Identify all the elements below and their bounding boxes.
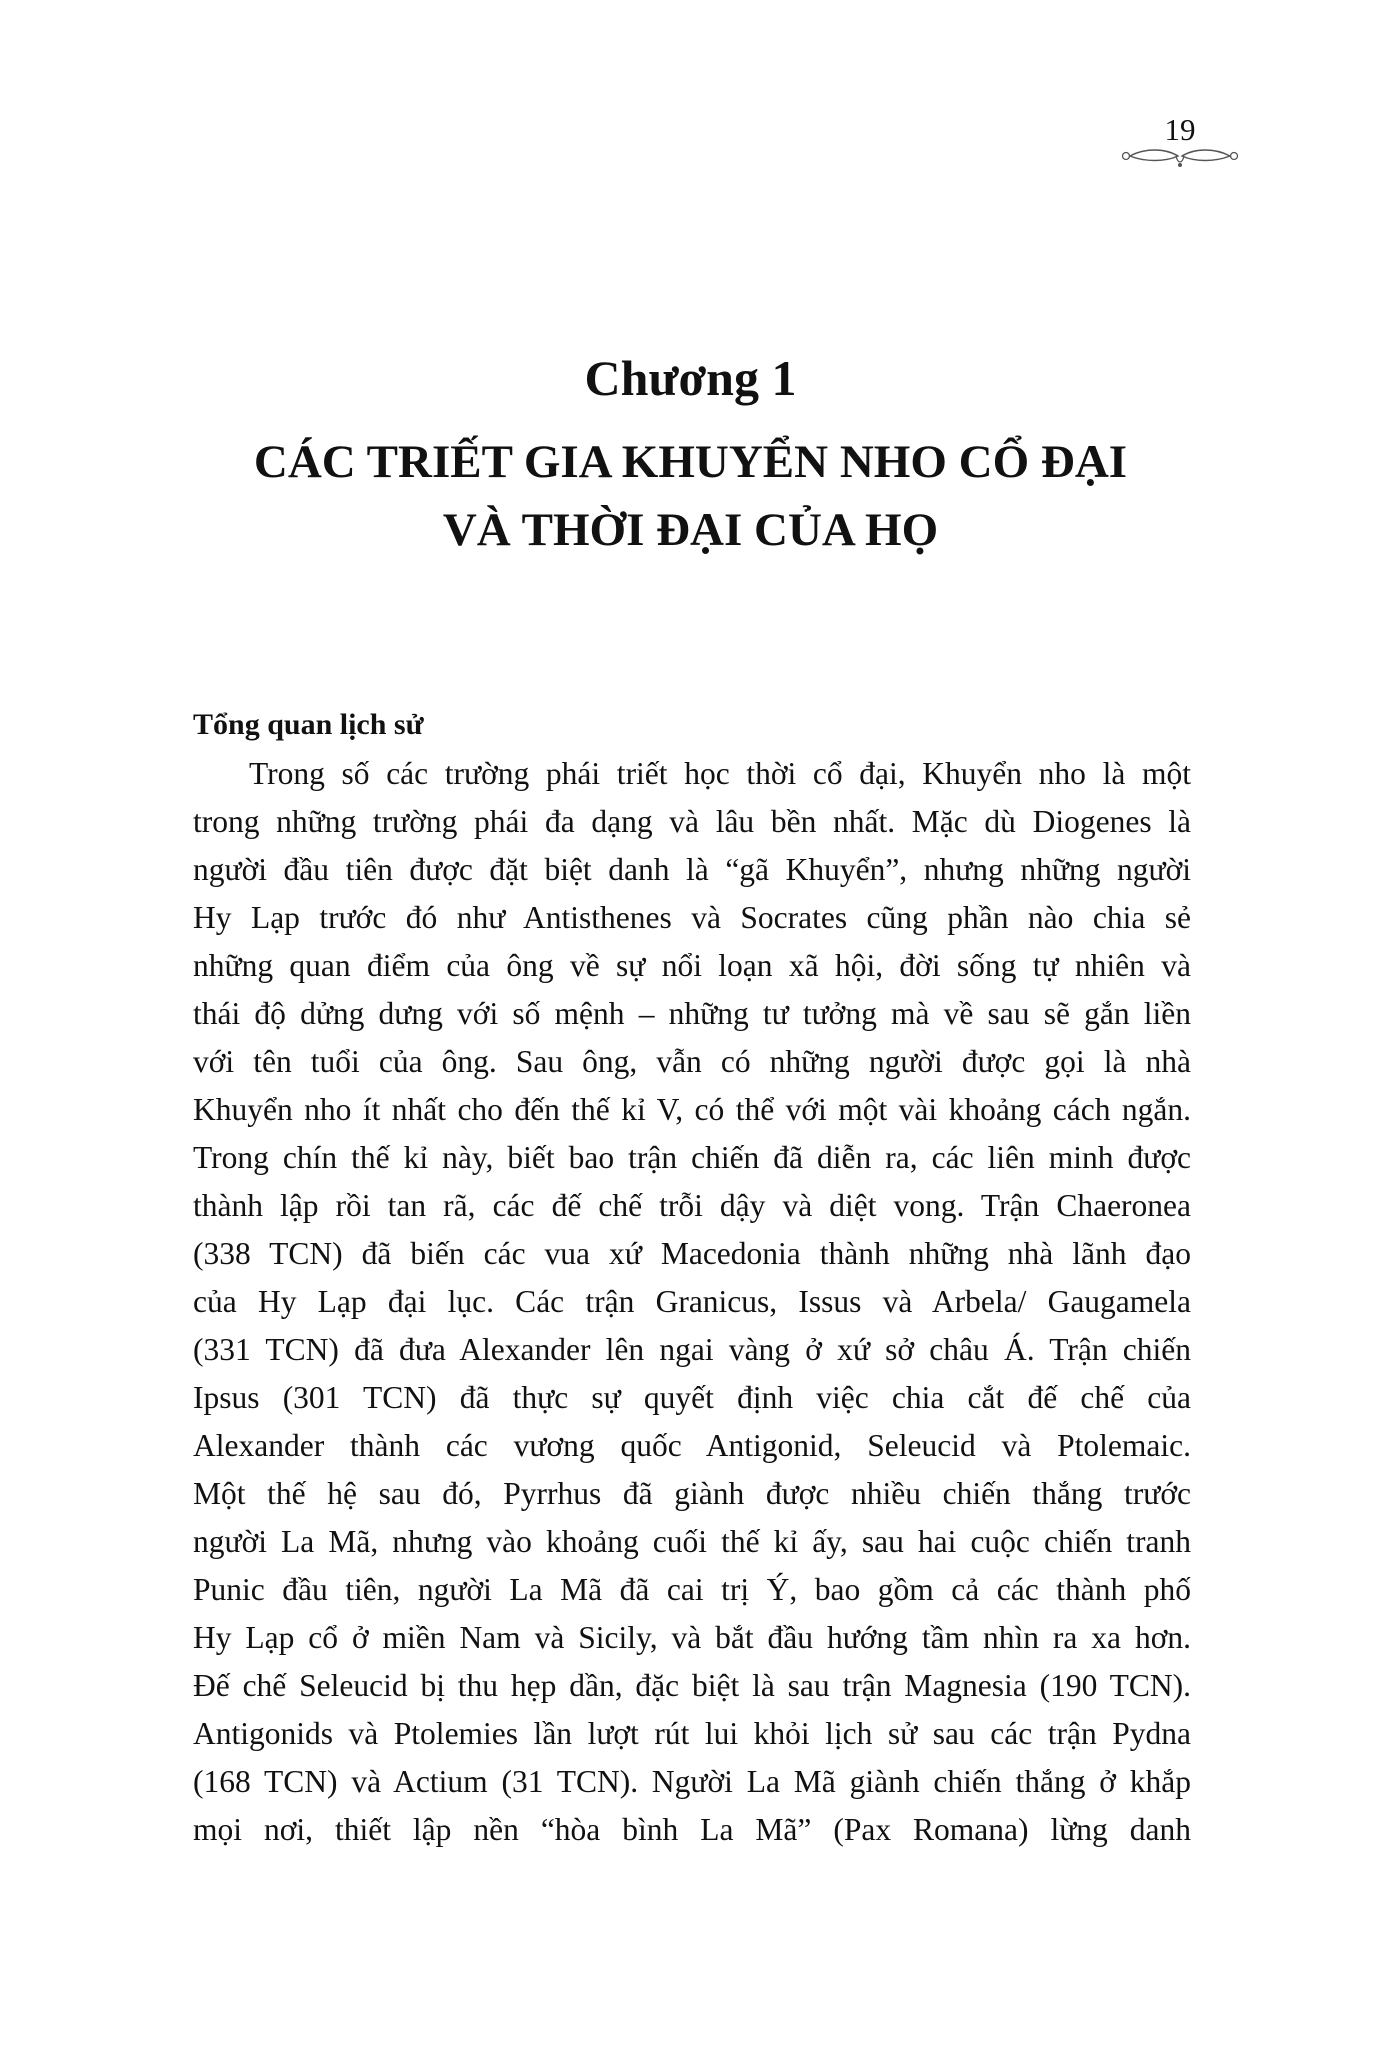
paragraph-line: Hy Lạp trước đó như Antisthenes và Socrates cũng phần nào chia sẻ: [193, 900, 1191, 935]
paragraph-line: (168 TCN) và Actium (31 TCN). Người La Mã giành chiến thắng ở khắp: [193, 1764, 1191, 1799]
paragraph-line: trong những trường phái đa dạng và lâu bền nhất. Mặc dù Diogenes là: [193, 804, 1191, 839]
paragraph-line: Trong chín thế kỉ này, biết bao trận chiến đã diễn ra, các liên minh được: [193, 1140, 1191, 1175]
paragraph-line: Đế chế Seleucid bị thu hẹp dần, đặc biệt là sau trận Magnesia (190 TCN).: [193, 1668, 1191, 1703]
paragraph-line: người La Mã, nhưng vào khoảng cuối thế kỉ ấy, sau hai cuộc chiến tranh: [193, 1524, 1191, 1559]
paragraph-line: (338 TCN) đã biến các vua xứ Macedonia thành những nhà lãnh đạo: [193, 1236, 1191, 1271]
chapter-title-line: CÁC TRIẾT GIA KHUYỂN NHO CỔ ĐẠI: [253, 436, 1128, 488]
paragraph-line: Hy Lạp cổ ở miền Nam và Sicily, và bắt đầu hướng tầm nhìn ra xa hơn.: [193, 1620, 1191, 1655]
paragraph-line: Ipsus (301 TCN) đã thực sự quyết định việc chia cắt đế chế của: [193, 1380, 1191, 1415]
paragraph-line: Punic đầu tiên, người La Mã đã cai trị Ý, bao gồm cả các thành phố: [193, 1572, 1191, 1607]
paragraph-line: của Hy Lạp đại lục. Các trận Granicus, Issus và Arbela/ Gaugamela: [193, 1284, 1191, 1319]
section-heading: Tổng quan lịch sử: [193, 708, 424, 741]
paragraph-line: (331 TCN) đã đưa Alexander lên ngai vàng ở xứ sở châu Á. Trận chiến: [193, 1332, 1191, 1367]
paragraph-line: mọi nơi, thiết lập nền “hòa bình La Mã” (Pax Romana) lừng danh: [193, 1812, 1191, 1847]
paragraph-line: thành lập rồi tan rã, các đế chế trỗi dậy và diệt vong. Trận Chaeronea: [193, 1188, 1191, 1223]
paragraph-line: Khuyển nho ít nhất cho đến thế kỉ V, có thể với một vài khoảng cách ngắn.: [193, 1092, 1191, 1127]
paragraph-line: thái độ dửng dưng với số mệnh – những tư tưởng mà về sau sẽ gắn liền: [193, 996, 1191, 1031]
chapter-title: [0, 428, 1381, 564]
chapter-title-line: VÀ THỜI ĐẠI CỦA HỌ: [442, 504, 939, 556]
page-number: 19: [1164, 112, 1196, 147]
paragraph-line: những quan điểm của ông về sự nổi loạn xã hội, đời sống tự nhiên và: [193, 948, 1191, 983]
page-number-ornament: [1120, 144, 1240, 170]
paragraph-line: với tên tuổi của ông. Sau ông, vẫn có những người được gọi là nhà: [193, 1044, 1191, 1079]
chapter-label: Chương 1: [584, 350, 797, 406]
paragraph-line: Trong số các trường phái triết học thời cổ đại, Khuyển nho là một: [249, 756, 1191, 791]
paragraph-line: Antigonids và Ptolemies lần lượt rút lui khỏi lịch sử sau các trận Pydna: [193, 1716, 1191, 1751]
paragraph-line: Một thế hệ sau đó, Pyrrhus đã giành được nhiều chiến thắng trước: [193, 1476, 1191, 1511]
paragraph-line: Alexander thành các vương quốc Antigonid, Seleucid và Ptolemaic.: [193, 1428, 1191, 1463]
paragraph-line: người đầu tiên được đặt biệt danh là “gã Khuyển”, nhưng những người: [193, 852, 1191, 887]
body-paragraph: [193, 750, 1191, 1854]
